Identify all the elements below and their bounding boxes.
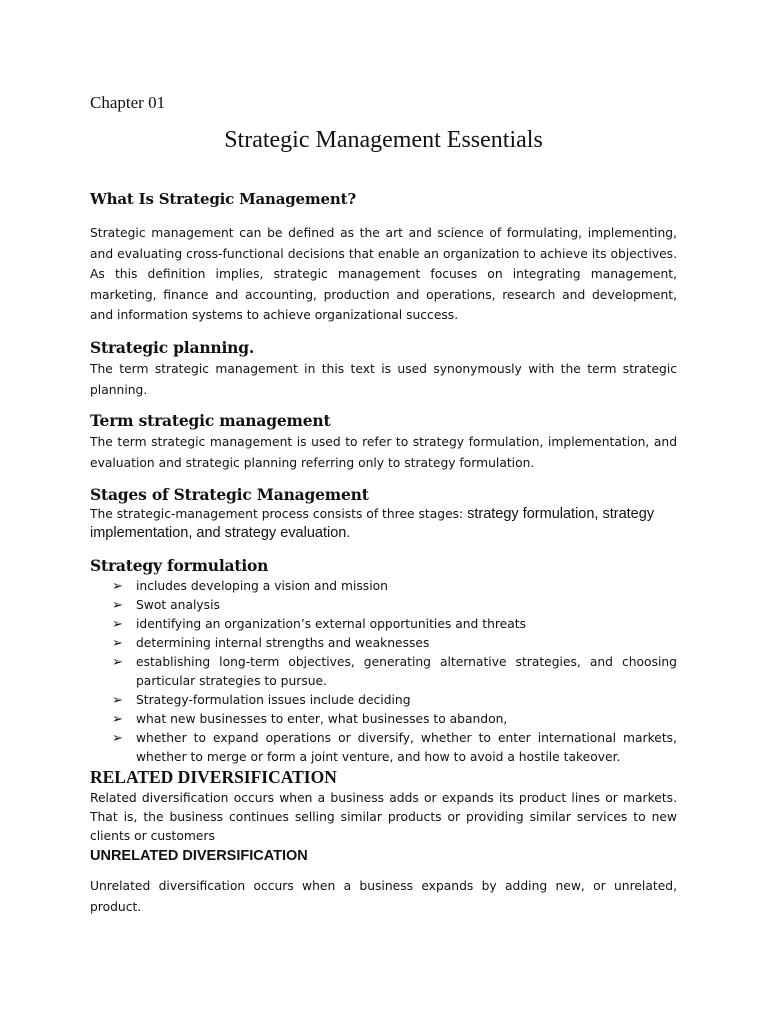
- arrow-bullet-icon: ➢: [112, 636, 123, 651]
- list-item: ➢ identifying an organization’s external opportunities and threats: [112, 617, 526, 632]
- section-heading-planning: Strategic planning.: [90, 338, 255, 357]
- list-item: ➢ includes developing a vision and mission: [112, 579, 388, 594]
- stages-list-text: strategy formulation, strategy implementation, and strategy evaluation: [90, 506, 655, 541]
- chapter-label: Chapter 01: [90, 93, 166, 112]
- arrow-bullet-icon: ➢: [112, 693, 123, 708]
- arrow-bullet-icon: ➢: [112, 655, 123, 670]
- page-title: Strategic Management Essentials: [224, 127, 543, 153]
- section-heading-term: Term strategic management: [90, 411, 331, 430]
- list-item: ➢ determining internal strengths and weaknesses: [112, 636, 430, 651]
- list-item: ➢ Strategy-formulation issues include deciding: [112, 693, 411, 708]
- section-body-term: The term strategic management is used to refer to strategy formulation, implementation, and evaluation and strategic planning referring only to strategy formulation.: [90, 435, 677, 470]
- list-item: ➢ whether to expand operations or diversify, whether to enter international markets, whether to merge or form a joint venture, and how to avoid a hostile takeover.: [112, 731, 677, 764]
- list-item: ➢ establishing long-term objectives, generating alternative strategies, and choosing particular strategies to pursue.: [112, 655, 677, 688]
- list-item: ➢ Swot analysis: [112, 598, 220, 613]
- section-heading-formulation: Strategy formulation: [90, 556, 269, 575]
- arrow-bullet-icon: ➢: [112, 731, 123, 746]
- section-body-planning: The term strategic management in this text is used synonymously with the term strategic planning.: [90, 362, 677, 397]
- arrow-bullet-icon: ➢: [112, 579, 123, 594]
- list-item: ➢ what new businesses to enter, what businesses to abandon,: [112, 712, 508, 727]
- stages-end-text: .: [346, 526, 351, 540]
- section-body-unrelated: Unrelated diversification occurs when a business expands by adding new, or unrelated, product.: [90, 879, 677, 914]
- arrow-bullet-icon: ➢: [112, 617, 123, 632]
- section-heading-what-is: What Is Strategic Management?: [90, 190, 356, 208]
- arrow-bullet-icon: ➢: [112, 598, 123, 613]
- section-heading-related: RELATED DIVERSIFICATION: [90, 767, 337, 787]
- stages-lead-text: The strategic-management process consists of three stages:: [90, 507, 468, 521]
- formulation-bullet-list: [90, 577, 677, 767]
- section-body-related: Related diversification occurs when a business adds or expands its product lines or markets. That is, the business continues selling similar products or providing similar services to new clients or customers: [90, 791, 677, 843]
- section-heading-stages: Stages of Strategic Management: [90, 485, 369, 504]
- section-body-stages: [90, 505, 677, 543]
- section-body-what-is: Strategic management can be defined as the art and science of formulating, implementing, and evaluating cross-functional decisions that enable an organization to achieve its objectives. As this definition implies, strategic management focuses on integrating management, marketing, finance and accounting, production and operations, research and development, and information systems to achieve organizational success.: [90, 226, 677, 322]
- arrow-bullet-icon: ➢: [112, 712, 123, 727]
- section-heading-unrelated: UNRELATED DIVERSIFICATION: [90, 848, 308, 864]
